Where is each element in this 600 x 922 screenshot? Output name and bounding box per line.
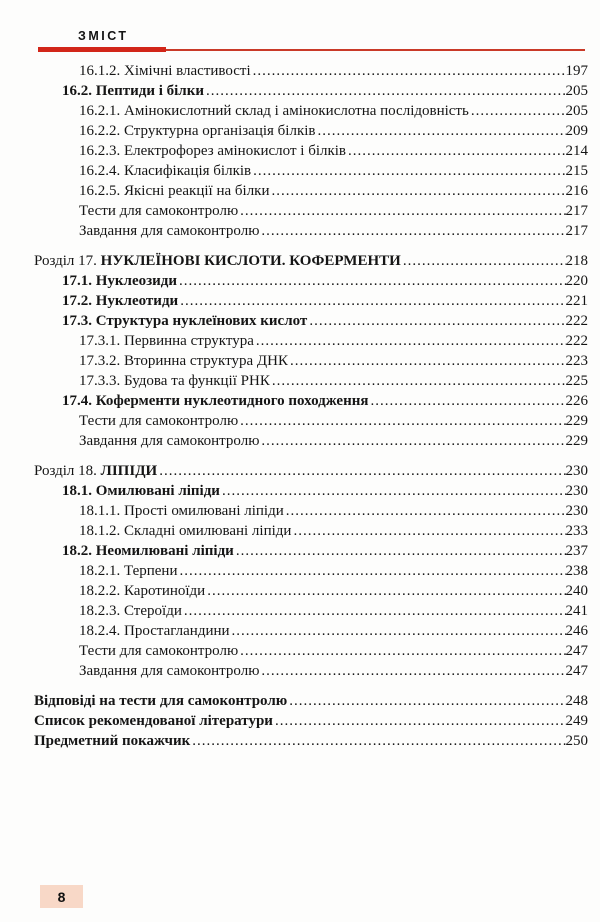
dot-leader (256, 331, 566, 351)
toc-entry-page: 220 (565, 273, 588, 289)
toc-entry-label: 17.3.1. Первинна структура (79, 333, 254, 349)
toc-entry (34, 251, 588, 271)
dot-leader (206, 81, 566, 101)
dot-leader (253, 61, 566, 81)
dot-leader (240, 641, 565, 661)
toc-entry-page: 247 (565, 663, 588, 679)
toc-entry (34, 181, 588, 201)
dot-leader (236, 541, 566, 561)
dot-leader (309, 311, 565, 331)
toc-entry-page: 230 (565, 463, 588, 479)
toc-entry-page: 222 (565, 313, 588, 329)
toc-entry-page: 217 (565, 203, 588, 219)
toc-entry (34, 351, 588, 371)
toc-entry-label: Завдання для самоконтролю (79, 223, 260, 239)
toc-entry (34, 541, 588, 561)
toc-entry-label: 17.3.3. Будова та функції РНК (79, 373, 270, 389)
toc-entry-label: 17.3.2. Вторинна структура ДНК (79, 353, 288, 369)
dot-leader (272, 371, 566, 391)
dot-leader (403, 251, 566, 271)
toc-entry-page: 230 (565, 483, 588, 499)
toc-entry-page: 214 (565, 143, 588, 159)
dot-leader (240, 411, 565, 431)
page-number: 8 (57, 888, 66, 905)
toc-entry-page: 248 (565, 693, 588, 709)
toc-entry-page: 205 (565, 83, 588, 99)
toc-section-rozdil-16-continued (34, 61, 588, 241)
page-number-badge (40, 885, 83, 908)
toc-section-back-matter (34, 691, 588, 751)
dot-leader (184, 601, 566, 621)
toc-entry-label: 16.2.5. Якісні реакції на білки (79, 183, 270, 199)
toc-entry-label: 17.2. Нуклеотиди (62, 293, 179, 309)
toc-entry-label: 18.2. Неомилювані ліпіди (62, 543, 234, 559)
dot-leader (317, 121, 565, 141)
dot-leader (286, 501, 566, 521)
toc-entry-page: 240 (565, 583, 588, 599)
page-title: ЗМІСТ (78, 29, 129, 43)
toc-entry-page: 217 (565, 223, 588, 239)
toc-entry-label (34, 461, 157, 481)
toc-section-rozdil-18 (34, 461, 588, 681)
dot-leader (180, 561, 566, 581)
toc-entry-page: 221 (565, 293, 588, 309)
toc-entry-title: ЛІПІДИ (100, 463, 158, 479)
toc-entry-label (34, 251, 401, 271)
toc-entry (34, 521, 588, 541)
toc-entry (34, 311, 588, 331)
toc-entry-label: 16.1.2. Хімічні властивості (79, 63, 251, 79)
toc-entry-page: 197 (565, 63, 588, 79)
dot-leader (159, 461, 565, 481)
toc-entry (34, 501, 588, 521)
toc-entry (34, 291, 588, 311)
toc-entry-label: 16.2.4. Класифікація білків (79, 163, 252, 179)
toc-entry (34, 201, 588, 221)
toc-entry (34, 81, 588, 101)
toc-entry-label: 18.2.3. Стероїди (79, 603, 182, 619)
toc-entry (34, 141, 588, 161)
toc-entry-page: 250 (565, 733, 588, 749)
toc-entry (34, 431, 588, 451)
toc-entry-label: 16.2.2. Структурна організація білків (79, 123, 316, 139)
toc-entry-page: 223 (565, 353, 588, 369)
toc-entry (34, 411, 588, 431)
toc-entry-prefix: Розділ 18. (34, 463, 101, 479)
toc-entry-label: Завдання для самоконтролю (79, 663, 260, 679)
dot-leader (179, 271, 565, 291)
toc-entry (34, 331, 588, 351)
dot-leader (240, 201, 565, 221)
toc-entry (34, 711, 588, 731)
toc-entry (34, 221, 588, 241)
toc-entry-page: 216 (565, 183, 588, 199)
toc-entry (34, 161, 588, 181)
dot-leader (289, 691, 565, 711)
dot-leader (222, 481, 566, 501)
toc-entry-label: 17.1. Нуклеозиди (62, 273, 178, 289)
toc-entry-label: 18.2.2. Каротиноїди (79, 583, 206, 599)
toc-entry-page: 229 (565, 413, 588, 429)
toc-entry-label: 18.1.2. Складні омилювані ліпіди (79, 523, 292, 539)
toc-entry-page: 222 (565, 333, 588, 349)
toc-entry-page: 205 (565, 103, 588, 119)
toc-entry-label: Тести для самоконтролю (79, 643, 239, 659)
toc-entry (34, 481, 588, 501)
toc-entry (34, 581, 588, 601)
toc-entry-page: 249 (565, 713, 588, 729)
dot-leader (232, 621, 566, 641)
toc-entry-label: 18.1. Омилювані ліпіди (62, 483, 220, 499)
toc-entry-page: 241 (565, 603, 588, 619)
toc-entry (34, 271, 588, 291)
dot-leader (261, 431, 565, 451)
toc-entry-page: 229 (565, 433, 588, 449)
toc-entry (34, 691, 588, 711)
dot-leader (272, 181, 566, 201)
toc-entry-label: 17.4. Коферменти нуклеотидного походження (62, 393, 369, 409)
toc-entry (34, 391, 588, 411)
toc-entry-page: 215 (565, 163, 588, 179)
dot-leader (290, 351, 566, 371)
toc-section-rozdil-17 (34, 251, 588, 451)
header-rule-thin (166, 49, 585, 51)
header-rule-thick (38, 47, 166, 52)
dot-leader (348, 141, 565, 161)
toc-entry-page: 233 (565, 523, 588, 539)
toc-entry (34, 101, 588, 121)
toc-entry-label: Тести для самоконтролю (79, 203, 239, 219)
toc-entry-label: Предметний покажчик (34, 733, 191, 749)
toc-entry-label: Тести для самоконтролю (79, 413, 239, 429)
toc-entry-page: 230 (565, 503, 588, 519)
toc-entry (34, 661, 588, 681)
toc-entry-label: 17.3. Структура нуклеїнових кислот (62, 313, 308, 329)
toc-entry-page: 238 (565, 563, 588, 579)
table-of-contents (34, 61, 588, 751)
dot-leader (371, 391, 566, 411)
toc-entry-page: 246 (565, 623, 588, 639)
toc-entry-label: 18.2.1. Терпени (79, 563, 178, 579)
toc-entry-prefix: Розділ 17. (34, 253, 101, 269)
toc-entry (34, 641, 588, 661)
dot-leader (261, 661, 565, 681)
toc-entry (34, 601, 588, 621)
toc-entry (34, 121, 588, 141)
toc-entry-title: НУКЛЕЇНОВІ КИСЛОТИ. КОФЕРМЕНТИ (100, 253, 401, 269)
dot-leader (180, 291, 565, 311)
toc-entry-label: 16.2.1. Амінокислотний склад і амінокислотна послідовність (79, 103, 469, 119)
dot-leader (293, 521, 565, 541)
toc-entry (34, 461, 588, 481)
toc-entry-label: 16.2.3. Електрофорез амінокислот і білків (79, 143, 347, 159)
toc-entry-page: 209 (565, 123, 588, 139)
dot-leader (207, 581, 565, 601)
toc-entry-page: 237 (565, 543, 588, 559)
toc-entry-label: Список рекомендованої літератури (34, 713, 273, 729)
toc-entry (34, 61, 588, 81)
dot-leader (253, 161, 565, 181)
toc-entry-page: 218 (565, 253, 588, 269)
dot-leader (275, 711, 566, 731)
toc-entry (34, 371, 588, 391)
toc-entry-label: Відповіді на тести для самоконтролю (34, 693, 288, 709)
toc-entry-label: 16.2. Пептиди і білки (62, 83, 204, 99)
toc-entry-page: 247 (565, 643, 588, 659)
toc-entry (34, 621, 588, 641)
toc-entry-label: 18.2.4. Простагландини (79, 623, 230, 639)
toc-entry-page: 225 (565, 373, 588, 389)
toc-entry (34, 561, 588, 581)
toc-entry-label: 18.1.1. Прості омилювані ліпіди (79, 503, 284, 519)
dot-leader (192, 731, 565, 751)
toc-entry (34, 731, 588, 751)
toc-entry-label: Завдання для самоконтролю (79, 433, 260, 449)
dot-leader (261, 221, 565, 241)
toc-entry-page: 226 (565, 393, 588, 409)
dot-leader (471, 101, 566, 121)
